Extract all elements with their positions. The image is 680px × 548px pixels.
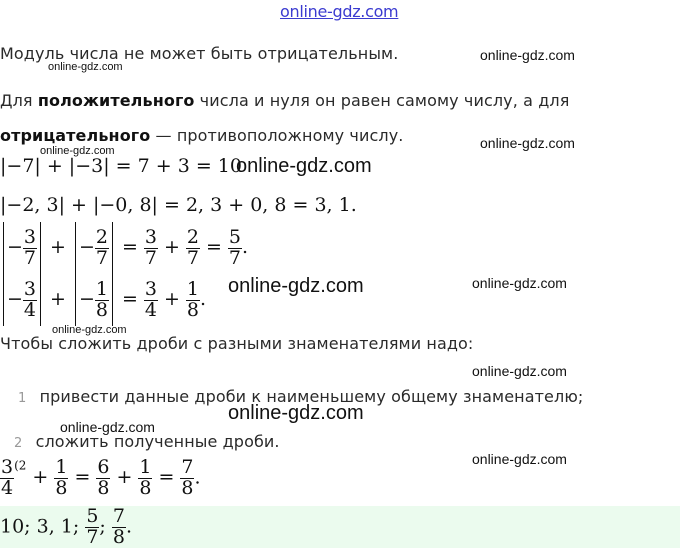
paragraph-add-fractions: Чтобы сложить дроби с разными знаменателями надо: <box>0 334 474 353</box>
watermark: online-gdz.com <box>60 419 155 435</box>
answer: 10; 3, 1; $\frac{5}{7}$ ; $\frac{7}{8}$ . <box>0 505 133 548</box>
list-item-text: сложить полученные дроби. <box>35 432 280 451</box>
paragraph-modulus-nonnegative: Модуль числа не может быть отрицательным. <box>0 44 399 63</box>
fraction: $\frac{2}{7}$ <box>95 225 108 269</box>
list-item <box>14 432 280 451</box>
fraction: $\frac{7}{8}$ <box>112 505 125 548</box>
watermark: online-gdz.com <box>472 363 567 379</box>
fraction: $\frac{2}{7}$ <box>186 225 199 269</box>
fraction: $\frac{3}{4}$ <box>23 277 37 321</box>
watermark: online-gdz.com <box>472 451 567 467</box>
watermark: online-gdz.com <box>40 145 115 157</box>
fraction: $\frac{1}{8}$ <box>139 456 152 499</box>
fraction: $\frac{3}{4}$ <box>1 456 14 499</box>
fraction: $\frac{3}{7}$ <box>144 225 157 269</box>
equation-4: − $\frac{3}{4}$ + − $\frac{1}{8}$ = $\frac{3}{4}$ + $\frac{1}{8}$ . <box>0 274 206 326</box>
list-item-number: 2 <box>14 436 23 451</box>
extra-factor: (2 <box>14 458 27 473</box>
watermark: online-gdz.com <box>480 135 575 151</box>
list-item-text: привести данные дроби к наименьшему общему знаменателю; <box>39 387 584 406</box>
fraction: $\frac{1}{8}$ <box>55 456 68 499</box>
watermark-large: online-gdz.com <box>236 155 372 177</box>
equation-1: |−7| + |−3| = 7 + 3 = 10 <box>0 155 242 177</box>
equation-3: − $\frac{3}{7}$ + − $\frac{2}{7}$ = $\frac{3}{7}$ + $\frac{2}{7}$ = $\frac{5}{7}$ . <box>0 222 248 274</box>
fraction: $\frac{3}{7}$ <box>23 225 37 269</box>
watermark-large: online-gdz.com <box>228 402 364 424</box>
fraction: $\frac{5}{7}$ <box>228 225 241 269</box>
watermark: online-gdz.com <box>48 61 123 73</box>
paragraph-positive-rule: Для положительного числа и нуля он равен самому числу, а для <box>0 91 570 110</box>
equation-2: |−2, 3| + |−0, 8| = 2, 3 + 0, 8 = 3, 1. <box>0 194 357 216</box>
watermark-large: online-gdz.com <box>228 275 364 297</box>
list-item-number: 1 <box>18 391 27 406</box>
bold-positive: положительного <box>37 91 195 110</box>
fraction: $\frac{1}{8}$ <box>95 277 108 321</box>
equation-5: $\frac{3}{4}$ $^{(2}$+ $\frac{1}{8}$ = $\frac{6}{8}$ + $\frac{1}{8}$ = $\frac{7}{8}$ . <box>1 456 201 499</box>
fraction: $\frac{3}{4}$ <box>144 277 157 321</box>
fraction: $\frac{6}{8}$ <box>97 456 110 499</box>
watermark-top[interactable]: online-gdz.com <box>280 2 399 21</box>
fraction: $\frac{1}{8}$ <box>186 277 199 321</box>
watermark: online-gdz.com <box>472 275 567 291</box>
watermark: online-gdz.com <box>52 324 127 336</box>
bold-negative: отрицательного <box>0 126 151 145</box>
paragraph-negative-rule: отрицательного — противоположному числу. <box>0 126 404 145</box>
fraction: $\frac{7}{8}$ <box>181 456 194 499</box>
fraction: $\frac{5}{7}$ <box>86 505 99 548</box>
watermark: online-gdz.com <box>480 47 575 63</box>
